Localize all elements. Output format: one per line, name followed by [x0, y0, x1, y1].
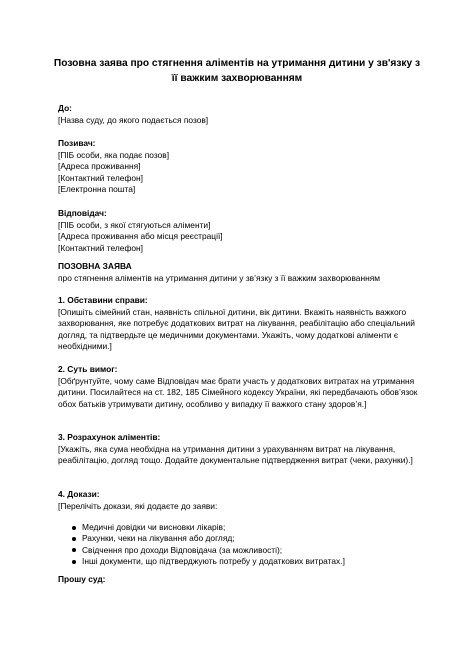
to-heading: До: [58, 103, 72, 113]
circumstances-text: [Опишіть сімейний стан, наявність спільної дитини, вік дитини. Вкажіть наявність важкого захворювання, яке потребує додаткових витрат на лікування, реабілітацію або спеціальний догляд, та підтвердьте це медичними документами. Укажіть, чому додаткові аліменти є необхідними.] [58, 306, 415, 352]
list-item: Інші документи, що підтверджують потребу у додаткових витратах.] [58, 556, 418, 567]
defendant-line: [Адреса проживання або місця реєстрації] [58, 231, 223, 242]
defendant-line: [ПІБ особи, з якої стягуються аліменти] [58, 219, 211, 230]
defendant-section [58, 208, 418, 254]
to-section [58, 103, 418, 126]
list-item: Свідчення про доходи Відповідача (за можливості); [58, 545, 418, 556]
plaintiff-line: [Адреса проживання] [58, 161, 141, 172]
list-item: Рахунки, чеки на лікування або догляд; [58, 533, 418, 544]
list-item: Медичні довідки чи висновки лікарів; [58, 522, 418, 533]
to-line: [Назва суду, до якого подається позов] [58, 114, 209, 125]
bullet-icon [72, 548, 76, 552]
evidence-section [58, 489, 418, 567]
plaintiff-heading: Позивач: [58, 138, 96, 148]
bullet-icon [72, 526, 76, 530]
calculation-section [58, 432, 418, 467]
essence-text: [Обґрунтуйте, чому саме Відповідач має брати участь у додаткових витратах на утримання дитини. Посилайтеся на ст. 182, 185 Сімейного кодексу України, які передбачають обов’язок обох батьків утримувати дитину, особливо у випадку її важкого стану здоров’я.] [58, 375, 418, 409]
evidence-intro: [Перелічіть докази, які додаєте до заяви: [58, 500, 218, 511]
essence-section [58, 364, 418, 410]
bullet-icon [72, 537, 76, 541]
bullet-icon [72, 560, 76, 564]
claim-section [58, 261, 418, 284]
essence-heading: 2. Суть вимог: [58, 364, 118, 374]
evidence-heading: 4. Докази: [58, 489, 100, 499]
request-heading: Прошу суд: [58, 574, 106, 584]
calculation-text: [Укажіть, яка сума необхідна на утримання дитини з урахуванням витрат на лікування, реабілітацію, догляд тощо. Додайте документальне підтвердження витрат (чеки, рахунки).] [58, 443, 413, 466]
claim-heading: ПОЗОВНА ЗАЯВА [58, 261, 132, 271]
plaintiff-line: [Електронна пошта] [58, 184, 136, 195]
circumstances-section [58, 295, 418, 353]
document-title: Позовна заява про стягнення аліментів на утримання дитини у зв'язку з її важким захворюванням [53, 58, 421, 84]
calculation-heading: 3. Розрахунок аліментів: [58, 432, 161, 442]
plaintiff-section [58, 138, 418, 196]
evidence-list [58, 522, 418, 567]
claim-subtitle: про стягнення аліментів на утримання дитини у зв’язку з її важким захворюванням [58, 272, 381, 283]
defendant-heading: Відповідач: [58, 208, 107, 218]
plaintiff-line: [Контактний телефон] [58, 172, 143, 183]
request-section [58, 574, 418, 586]
plaintiff-line: [ПІБ особи, яка подає позов] [58, 149, 170, 160]
defendant-line: [Контактний телефон] [58, 242, 143, 253]
circumstances-heading: 1. Обставини справи: [58, 295, 148, 305]
